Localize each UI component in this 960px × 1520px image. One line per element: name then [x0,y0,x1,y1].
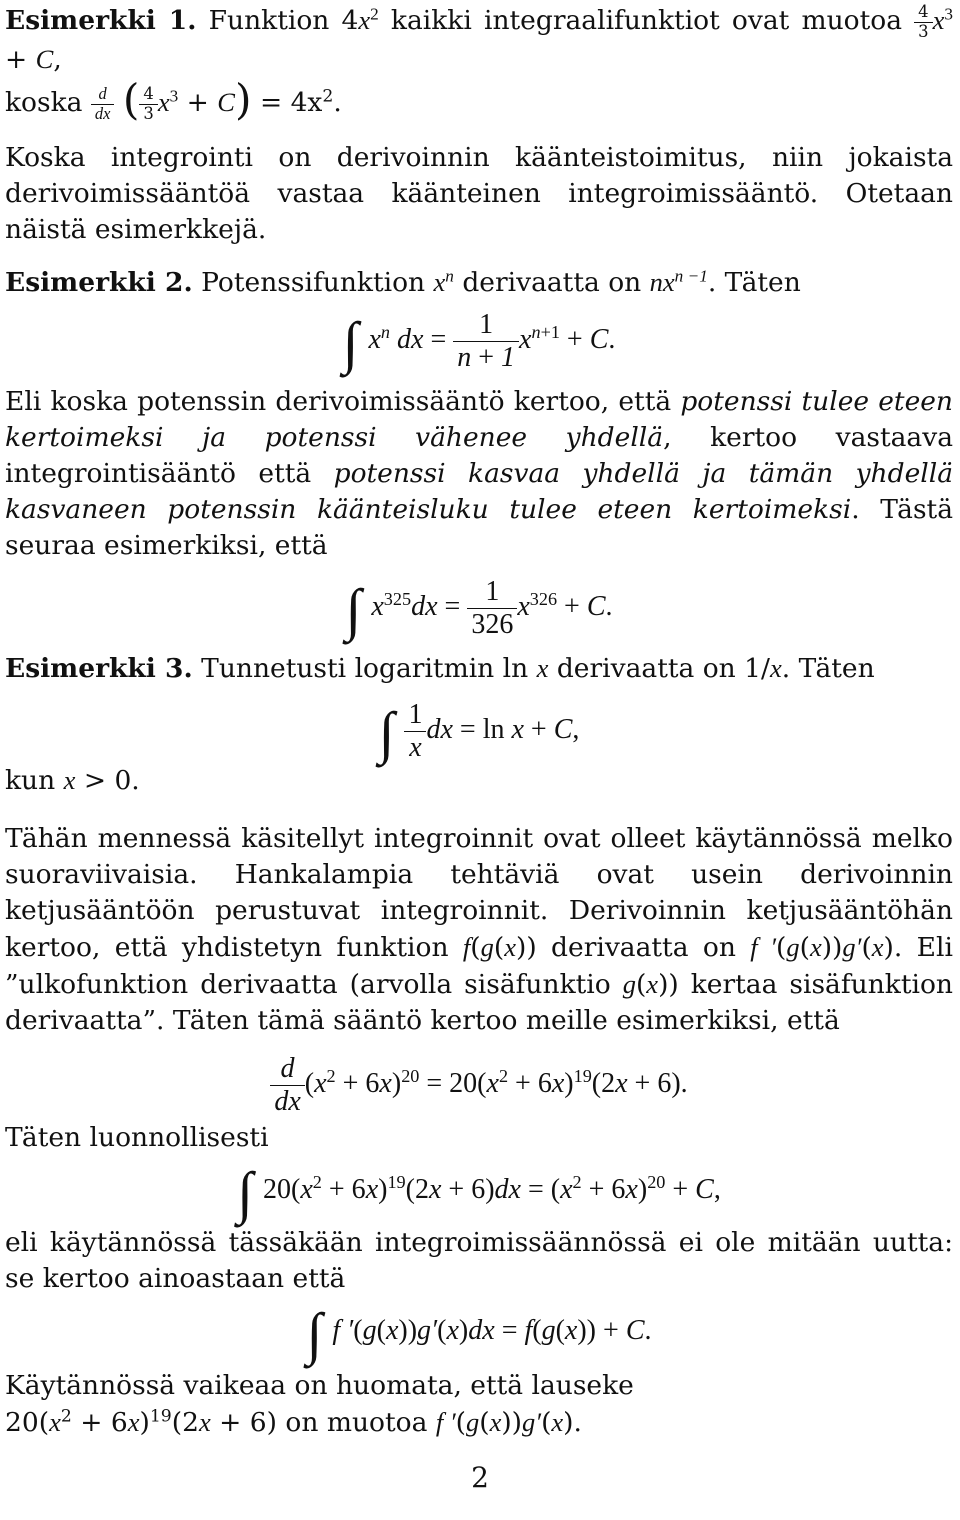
paragraph-conclusion: Käytännössä vaikeaa on huomata, että lauseke $20(x^2 + 6x)^{19}(2x + 6)$ on muotoa f ′(g(x))g′(x). [5,1370,634,1439]
example-2-label: Esimerkki 2. [5,266,193,298]
equation-log: ∫ $\frac{1}{x}$ dx = ln x + C, [378,698,580,765]
paragraph-power-rule: Eli koska potenssin derivoimissääntö kertoo, että potenssi tulee eteen kertoimeksi ja potenssi vähenee yhdellä, kertoo vastaava integrointisääntö että potenssi kasvaa yhdellä ja tämän yhdellä kasvaneen potenssin käänteisluku tulee eteen kertoimeksi. Tästä seuraa esimerkiksi, että [5,386,954,562]
example-1: Esimerkki 1. Funktion $4x^2$ kaikki integraalifunktiot ovat muotoa $\frac{4}{3}$ $x^3 + C$, [5,1,953,76]
paragraph-naturally: Täten luonnollisesti [5,1122,269,1154]
paragraph-intro: Koska integrointi on derivoinnin käänteistoimitus, niin jokaista derivoimissääntöä vastaa käänteinen integroimissääntö. Otetaan näistä esimerkkejä. [5,141,953,245]
page-number: 2 [471,1461,489,1494]
paragraph-chain-rule: Tähän mennessä käsitellyt integroinnit ovat olleet käytännössä melko suoraviivaisia. Hankalampia tehtäviä ovat usein derivoinnin ketjusääntöön perustuvat integroinnit. Derivoinnin ketjusääntöhän kertoo, että yhdistetyn funktion f(g(x)) derivaatta on f ′(g(x))g′(x). Eli ”ulkofunktion derivaatta (arvolla sisäfunktio g(x)) kertaa sisäfunktion derivaatta”. Täten tämä sääntö kertoo meille esimerkiksi, että [5,822,953,1036]
derivative-d-dx: $\frac{d}{dx}$ [91,85,115,124]
example-1-cont: koska $\frac{d}{dx}$ ( $\frac{4}{3}$ $x^3 + C) = 4x^2$. [5,75,342,125]
document-page [5,0,953,1441]
paragraph-no-new: eli käytännössä tässäkään integroimissäännössä ei ole mitään uutta: se kertoo ainoastaan että [5,1227,953,1295]
example-2: Esimerkki 2. Potenssifunktion $x^n$ derivaatta on $nx^{n -1}$. Täten [5,266,801,298]
example-3-label: Esimerkki 3. [5,652,193,684]
condition-x-positive: kun x > 0. [5,764,140,796]
equation-chain-integral: ∫ $20(x^2 + 6x)^{19}(2x + 6)dx = (x^2 + 6x)^{20} + C$, [237,1160,721,1226]
fraction-4-3: $\frac{4}{3}$ [914,3,932,42]
equation-power-rule: ∫ $x^n$ dx = $\frac{1}{n + 1}$ $x^{n+1} + C$. [342,308,616,375]
example-3: Esimerkki 3. Tunnetusti logaritmin ln x derivaatta on 1/x. Täten [5,652,875,684]
equation-chain-derivative: $\frac{d}{dx}$ $(x^2 + 6x)^{20} = 20(x^2 + 6x)^{19}(2x + 6)$. [5,1053,953,1118]
equation-general-chain: ∫ f ′(g(x))g′(x)dx = f(g(x)) + C. [306,1301,652,1367]
equation-x325: ∫ $x^{325}dx$ = $\frac{1}{326}$ $x^{326} + C$. [345,576,613,643]
example-1-label: Esimerkki 1. [5,5,197,36]
